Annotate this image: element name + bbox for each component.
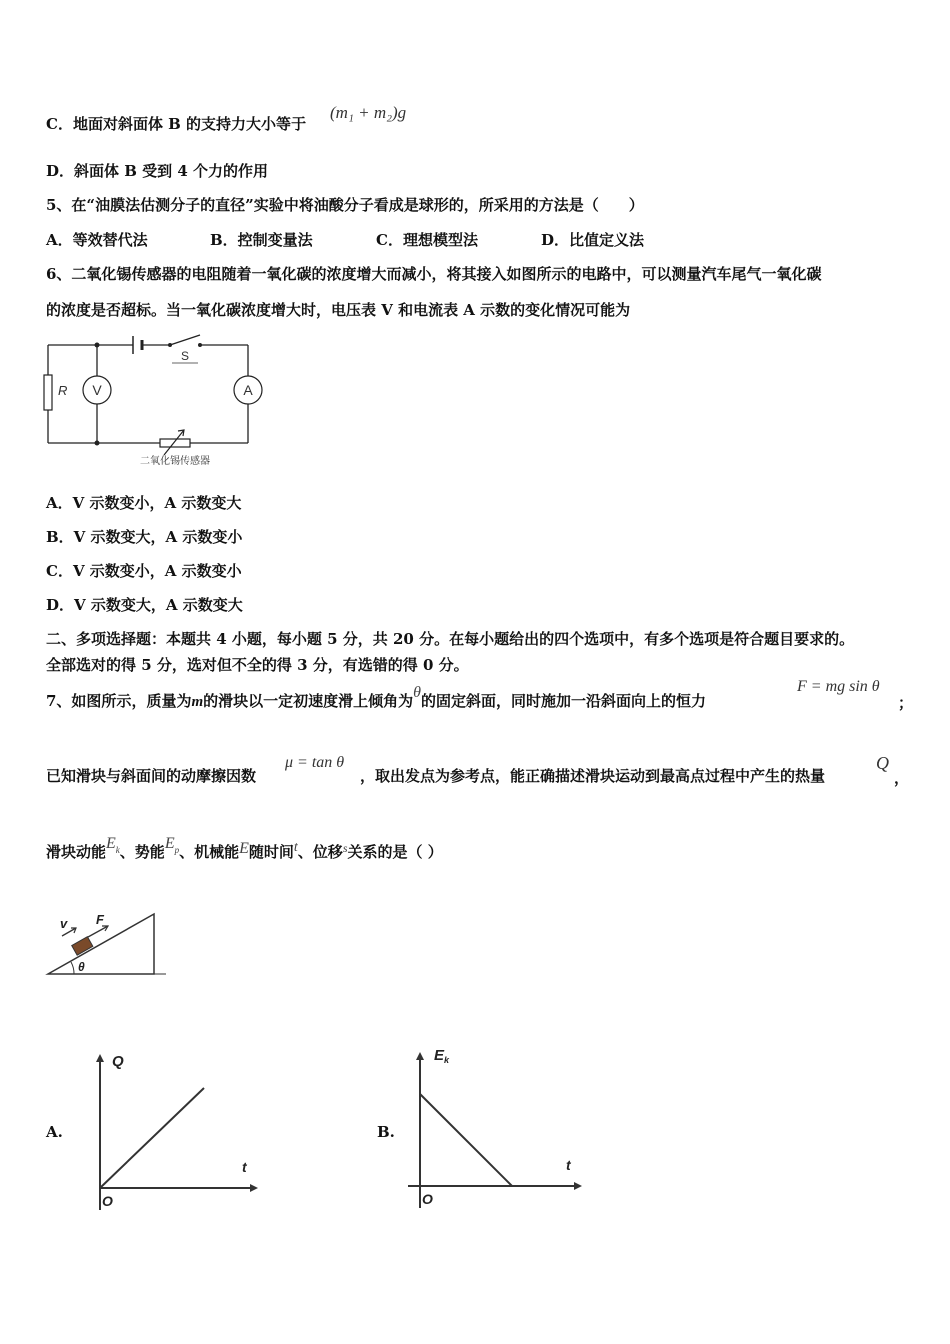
- circuit-ammeter-label: A: [243, 382, 253, 398]
- graph-a-x-label: t: [242, 1159, 247, 1175]
- q5-stem: 5、在“油膜法估测分子的直径”实验中将油酸分子看成是球形的，所采用的方法是（ ）: [46, 196, 644, 214]
- q6-circuit-diagram: [40, 330, 280, 470]
- q7-mu-formula: μ = tan θ: [285, 754, 345, 771]
- q7-line2-end: ，: [894, 769, 910, 787]
- circuit-switch-label: S: [180, 349, 190, 363]
- q7-option-b-graph: [406, 1042, 586, 1212]
- q7-force-formula: F = mg sin θ: [797, 678, 880, 695]
- section2-line1: 二、多项选择题：本题共 4 小题，每小题 5 分，共 20 分。在每小题给出的四个选项中，有多个选项是符合题目要求的。: [46, 630, 855, 648]
- q6-option-d: D．V 示数变大，A 示数变大: [46, 596, 243, 614]
- graph-b-x-label: t: [566, 1157, 571, 1173]
- circuit-resistor-label: R: [58, 383, 68, 398]
- q7-line2-cont: ，取出发点为参考点，能正确描述滑块运动到最高点过程中产生的热量: [360, 767, 826, 785]
- q4-option-d: D．斜面体 B 受到 4 个力的作用: [46, 162, 269, 180]
- section2-line2: 全部选对的得 5 分，选对但不全的得 3 分，有选错的得 0 分。: [46, 656, 469, 674]
- q6-option-b: B．V 示数变大，A 示数变小: [46, 528, 243, 546]
- q6-option-c: C．V 示数变小，A 示数变小: [46, 562, 242, 580]
- q5-option-b: B．控制变量法: [210, 231, 313, 249]
- q4-option-c-formula: (m₁ + m₂)g: [330, 103, 407, 122]
- q7-line3: 滑块动能$E^k$、势能$E^p$、机械能E随时间t、位移$^s$关系的是（ ）: [46, 835, 443, 861]
- q7-line2: 已知滑块与斜面间的动摩擦因数: [46, 767, 257, 785]
- graph-a-y-label: Q: [112, 1053, 124, 1070]
- q7-line1-end: ；: [898, 694, 914, 712]
- q7-option-b-letter: B.: [377, 1123, 395, 1141]
- incline-F-label: F: [96, 912, 104, 927]
- incline-v-label: v: [60, 916, 68, 931]
- q7-option-a-graph: [88, 1048, 258, 1218]
- graph-b-y-label: $E_k$: [434, 1047, 450, 1065]
- incline-theta-label: θ: [78, 960, 85, 974]
- q6-option-a: A．V 示数变小，A 示数变大: [46, 494, 242, 512]
- q5-option-c: C．理想模型法: [376, 231, 478, 249]
- q5-option-d: D．比值定义法: [541, 231, 645, 249]
- q5-option-a: A．等效替代法: [46, 231, 148, 249]
- circuit-sensor-caption: 二氧化锡传感器: [140, 456, 210, 467]
- circuit-voltmeter-label: V: [92, 382, 102, 398]
- q7-option-a-letter: A.: [46, 1123, 63, 1141]
- q6-stem-line1: 6、二氧化锡传感器的电阻随着一氧化碳的浓度增大而减小，将其接入如图所示的电路中，可以测量汽车尾气一氧化碳: [46, 265, 822, 283]
- q6-stem-line2: 的浓度是否超标。当一氧化碳浓度增大时，电压表 V 和电流表 A 示数的变化情况可能为: [46, 301, 631, 319]
- q7-incline-diagram: [44, 908, 169, 980]
- q4-option-c: C．地面对斜面体 B 的支持力大小等于: [46, 115, 307, 133]
- graph-b-origin: O: [422, 1191, 433, 1207]
- graph-a-origin: O: [102, 1193, 113, 1209]
- q7-line1: 7、如图所示，质量为m的滑块以一定初速度滑上倾角为θ的固定斜面，同时施加一沿斜面向上的恒力: [46, 684, 707, 710]
- q7-heat-symbol: Q: [876, 753, 889, 773]
